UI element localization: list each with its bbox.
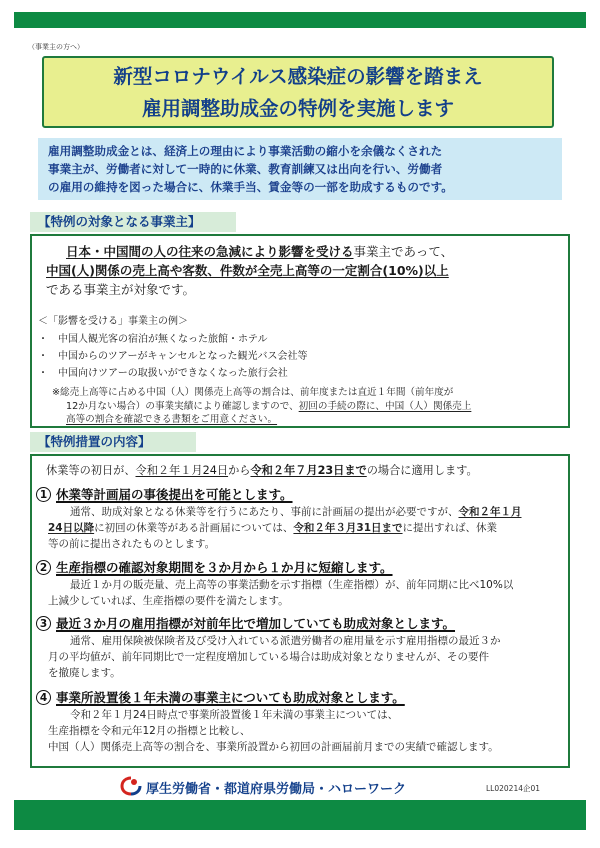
top-green-bar xyxy=(14,12,586,28)
measure-1-line-3: 等の前に提出されたものとします。 xyxy=(48,538,216,550)
measure-2-line-2: 上減少していれば、生産指標の要件を満たします。 xyxy=(48,595,289,607)
bullet: ・ xyxy=(38,351,48,362)
measure-3-line-3: を撤廃します。 xyxy=(48,667,121,679)
note-line-2-plain: 12か月ない場合）の事業実績により確認しますので、 xyxy=(66,401,299,412)
measure-3-heading xyxy=(36,614,455,632)
example-text: 中国人観光客の宿泊が無くなった旅館・ホテル xyxy=(58,334,268,345)
section-eligible-employers-heading: 【特例の対象となる事業主】 xyxy=(30,212,236,232)
measure-text: 通常、助成対象となる休業等を行うにあたり、事前に計画届の提出が必要ですが、 xyxy=(70,506,459,518)
intro-line-3: の雇用の維持を図った場合に、休業手当、賃金等の一部を助成するものです。 xyxy=(48,180,453,194)
footer-organization: 厚生労働省・都道府県労働局・ハローワーク xyxy=(146,782,407,797)
special-measures-box xyxy=(30,454,570,768)
measure-1-line-2 xyxy=(48,520,497,536)
eligibility-ratio-phrase: 中国(人)関係の売上高や客数、件数が全売上高等の一定割合(10%)以上 xyxy=(46,263,449,278)
measure-number-badge: 4 xyxy=(36,690,51,705)
note-line-3-underlined: 高等の割合を確認できる書類をご用意ください。 xyxy=(66,414,278,425)
eligibility-line-3: である事業主が対象です。 xyxy=(46,282,196,297)
apply-date-end: 令和２年７月23日まで xyxy=(250,464,367,477)
measure-number-badge: 1 xyxy=(36,487,51,502)
measure-text: に提出すれば、休業 xyxy=(402,522,498,534)
measure-title: 事業所設置後１年未満の事業主についても助成対象とします。 xyxy=(56,690,405,705)
measure-title: 生産指標の確認対象期間を３か月から１か月に短縮します。 xyxy=(56,560,393,575)
bullet: ・ xyxy=(38,334,48,345)
note-line-1: ※総売上高等に占める中国（人）関係売上高等の割合は、前年度または直近１年間（前年度が xyxy=(52,387,454,398)
measure-title: 休業等計画届の事後提出を可能とします。 xyxy=(56,487,293,502)
bullet: ・ xyxy=(38,368,48,379)
apply-suffix: の場合に適用します。 xyxy=(366,464,478,477)
title-line-1: 新型コロナウイルス感染症の影響を踏まえ xyxy=(113,65,483,88)
example-text: 中国からのツアーがキャンセルとなった観光バス会社等 xyxy=(58,351,308,362)
measure-2-line-1: 最近１か月の販売量、売上高等の事業活動を示す指標（生産指標）が、前年同期に比べ10%以 xyxy=(70,579,514,591)
eligibility-line-1 xyxy=(66,244,453,260)
list-item xyxy=(38,347,308,362)
eligibility-line-1-rest: 事業主であって、 xyxy=(353,244,454,259)
measure-title: 最近３か月の雇用指標が対前年比で増加していても助成対象とします。 xyxy=(56,616,456,631)
measure-date: 24日以降 xyxy=(48,522,95,534)
measure-4-line-1: 令和２年１月24日時点で事業所設置後１年未満の事業主については、 xyxy=(70,709,399,721)
bottom-green-bar xyxy=(14,800,586,830)
title-banner xyxy=(42,56,554,128)
measure-2-heading xyxy=(36,558,393,576)
measure-4-line-2: 生産指標を令和元年12月の指標と比較し、 xyxy=(48,725,251,737)
title-line-2: 雇用調整助成金の特例を実施します xyxy=(141,97,454,120)
measure-1-line-1 xyxy=(70,504,522,520)
document-code: LL020214企01 xyxy=(486,784,541,793)
measure-3-line-2: 月の平均値が、前年同期比で一定程度増加している場合は助成対象となりませんが、その要件 xyxy=(48,651,489,663)
apply-prefix: 休業等の初日が、 xyxy=(46,464,136,477)
intro-box xyxy=(38,138,562,200)
mhlw-logo-icon xyxy=(120,776,142,796)
list-item xyxy=(38,364,288,379)
measure-date: 令和２年１月 xyxy=(458,506,522,518)
intro-line-1: 雇用調整助成金とは、経済上の理由により事業活動の縮小を余儀なくされた xyxy=(48,144,443,158)
eligibility-impact-phrase: 日本・中国間の人の往来の急減により影響を受ける xyxy=(66,244,354,259)
apply-date-start: 令和２年１月24日 xyxy=(135,464,229,477)
measure-deadline: 令和２年３月31日まで xyxy=(293,522,403,534)
section-special-measures-heading: 【特例措置の内容】 xyxy=(30,432,196,452)
audience-note: （事業主の方へ） xyxy=(28,43,84,51)
note-line-2 xyxy=(66,400,471,413)
measure-4-heading xyxy=(36,688,405,706)
application-period-line xyxy=(46,462,478,478)
note-line-2-underlined: 初回の手続の際に、中国（人）関係売上 xyxy=(298,401,472,412)
note-line-3 xyxy=(66,413,277,426)
apply-middle: から xyxy=(228,464,251,477)
measure-text: に初回の休業等がある計画届については、 xyxy=(94,522,294,534)
measure-1-heading xyxy=(36,485,293,503)
examples-title: ＜「影響を受ける」事業主の例＞ xyxy=(38,316,188,327)
eligible-employers-box xyxy=(30,234,570,428)
measure-number-badge: 2 xyxy=(36,560,51,575)
measure-4-line-3: 中国（人）関係売上高等の割合を、事業所設置から初回の計画届前月までの実績で確認します。 xyxy=(48,741,499,753)
eligibility-line-2 xyxy=(46,263,449,279)
measure-number-badge: 3 xyxy=(36,616,51,631)
example-text: 中国向けツアーの取扱いができなくなった旅行会社 xyxy=(58,368,288,379)
measure-3-line-1: 通常、雇用保険被保険者及び受け入れている派遣労働者の雇用量を示す雇用指標の最近３か xyxy=(70,635,501,647)
list-item xyxy=(38,330,268,345)
intro-line-2: 事業主が、労働者に対して一時的に休業、教育訓練又は出向を行い、労働者 xyxy=(48,162,443,176)
